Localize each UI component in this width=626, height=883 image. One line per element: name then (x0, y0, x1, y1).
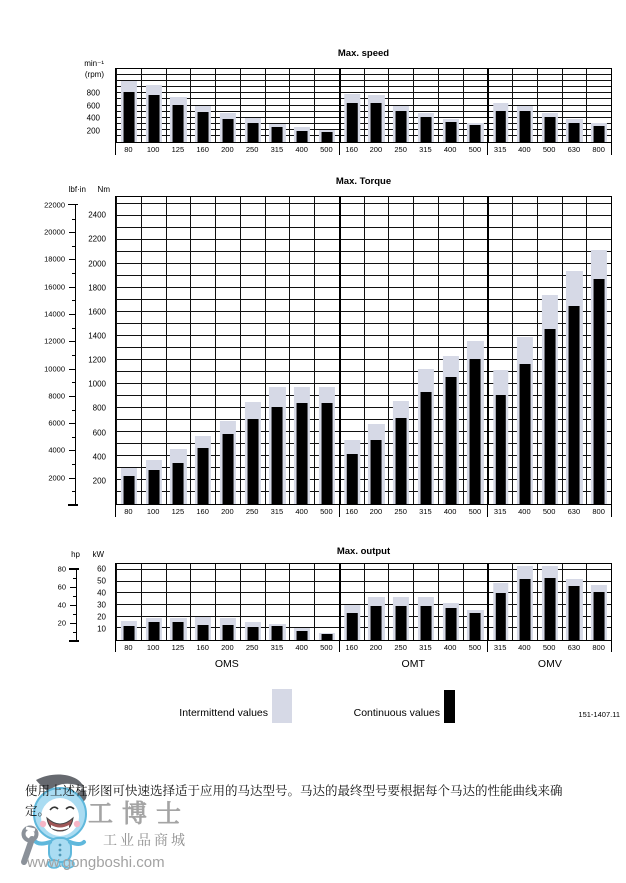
chart-title-output: Max. output (336, 546, 391, 557)
category-column-80 (116, 564, 141, 640)
group-label-OMT: OMT (401, 658, 425, 670)
torque-unit-nm: Nm (97, 185, 110, 194)
secondary-tick-label: 40 (57, 600, 66, 610)
y-tick-label: 20 (97, 612, 106, 622)
continuous-bar (445, 608, 456, 640)
secondary-tick-label: 2000 (48, 473, 65, 483)
x-tick-label: 500 (468, 643, 482, 652)
watermark-brand: 工博士 (88, 800, 191, 828)
y-tick-label: 2200 (88, 234, 106, 244)
x-tick-label: 250 (394, 643, 407, 652)
y-tick-label: 50 (97, 576, 106, 586)
x-tick-label: 315 (419, 643, 432, 652)
x-tick-label: 400 (295, 507, 308, 516)
x-tick-label: 100 (146, 507, 160, 516)
y-tick-label: 400 (92, 452, 106, 462)
x-tick-label: 200 (221, 145, 234, 154)
legend-intermittent-label: Intermittend values (179, 707, 268, 719)
x-tick-label: 200 (221, 507, 234, 516)
secondary-tick-label: 60 (57, 582, 66, 592)
x-tick-label: 630 (567, 145, 581, 154)
category-column-400 (512, 564, 537, 640)
x-tick-label: 250 (245, 145, 259, 154)
note-line-2: 定。 (25, 804, 51, 818)
watermark-url: www.gongboshi.com (27, 854, 165, 871)
category-column-100 (141, 564, 166, 640)
x-tick-label: 500 (320, 643, 333, 652)
x-tick-label: 500 (320, 507, 333, 516)
category-column-125 (166, 564, 191, 640)
continuous-bar (148, 622, 159, 640)
continuous-bar (544, 578, 555, 640)
category-column-200 (215, 564, 240, 640)
x-tick-label: 315 (270, 507, 284, 516)
x-tick-label: 100 (146, 145, 160, 154)
y-tick-label: 2400 (88, 210, 106, 220)
category-column-250 (240, 564, 265, 640)
group-label-OMS: OMS (214, 658, 239, 670)
secondary-tick-label: 20 (57, 618, 66, 628)
secondary-tick-label: 8000 (48, 391, 65, 401)
x-tick-label: 80 (124, 507, 133, 516)
y-tick-label: 1600 (88, 307, 106, 317)
x-tick-label: 250 (394, 145, 407, 154)
y-tick-label: 2000 (88, 259, 106, 269)
x-tick-label: 400 (518, 507, 531, 516)
category-column-800 (586, 564, 611, 640)
secondary-tick-label: 20000 (44, 227, 65, 237)
secondary-tick-label: 22000 (44, 200, 65, 210)
output-unit-kw: kW (92, 550, 104, 559)
x-tick-label: 400 (295, 643, 308, 652)
secondary-tick-label: 10000 (44, 364, 65, 374)
x-tick-label: 315 (270, 643, 284, 652)
intermittent-swatch (272, 689, 292, 723)
x-tick-label: 400 (443, 643, 457, 652)
y-tick-label: 1400 (88, 331, 106, 341)
x-tick-label: 500 (468, 507, 482, 516)
speed-unit-min: min⁻¹ (84, 59, 104, 68)
x-tick-label: 400 (295, 145, 308, 154)
x-tick-label: 500 (542, 507, 556, 516)
x-tick-label: 160 (339, 641, 364, 652)
speed-unit-rpm: (rpm) (84, 70, 104, 79)
continuous-bar (420, 606, 431, 640)
x-tick-label: 400 (518, 145, 531, 154)
watermark-tagline: 工业品商城 (103, 832, 188, 848)
secondary-tick-label: 6000 (48, 418, 65, 428)
continuous-bar (371, 606, 382, 640)
x-tick-label: 315 (487, 505, 512, 517)
x-tick-label: 800 (592, 145, 605, 154)
category-column-250 (388, 564, 413, 640)
secondary-tick-label: 16000 (44, 282, 65, 292)
x-tick-label: 100 (146, 643, 160, 652)
secondary-tick-label: 12000 (44, 336, 65, 346)
x-tick-label: 800 (592, 507, 605, 516)
y-tick-label: 40 (97, 588, 106, 598)
category-column-200 (364, 564, 389, 640)
x-tick-label: 315 (419, 145, 432, 154)
y-tick-label: 600 (92, 428, 106, 438)
continuous-bar (198, 625, 209, 640)
x-tick-label: 125 (171, 507, 185, 516)
y-tick-label: 600 (86, 101, 100, 110)
x-tick-label: 315 (270, 145, 284, 154)
x-tick-label: 250 (245, 643, 259, 652)
output-plot-area (115, 563, 612, 641)
x-tick-label: 400 (443, 507, 457, 516)
note-text (25, 781, 607, 821)
category-column-400 (438, 564, 463, 640)
continuous-bar (470, 613, 481, 640)
x-tick-label: 160 (196, 507, 209, 516)
y-tick-label: 10 (97, 624, 106, 634)
y-tick-label: 60 (97, 564, 106, 574)
y-tick-label: 1800 (88, 283, 106, 293)
x-tick-label: 315 (487, 641, 512, 652)
x-tick-label: 315 (419, 507, 432, 516)
continuous-swatch (444, 690, 455, 723)
x-tick-label: 400 (518, 643, 531, 652)
x-tick-label: 80 (124, 643, 133, 652)
category-column-315 (487, 564, 512, 640)
torque-unit-lbfin: lbf·in (68, 185, 86, 194)
chart-title-speed: Max. speed (337, 48, 390, 59)
continuous-bar (173, 622, 184, 640)
secondary-tick-label: 18000 (44, 254, 65, 264)
x-tick-label: 160 (196, 145, 209, 154)
continuous-bar (396, 606, 407, 640)
x-tick-label: 250 (394, 507, 407, 516)
x-tick-label: 200 (369, 643, 383, 652)
continuous-bar (297, 631, 308, 640)
reference-number: 151-1407.11 (578, 710, 620, 719)
continuous-bar (222, 625, 233, 640)
y-tick-label: 800 (92, 403, 106, 413)
x-tick-label: 160 (339, 143, 364, 155)
x-tick-label: 500 (542, 145, 556, 154)
y-tick-label: 1200 (88, 355, 106, 365)
continuous-bar (272, 626, 283, 640)
output-x-axis (115, 641, 612, 652)
x-tick-label: 800 (592, 643, 605, 652)
continuous-bar (594, 592, 605, 640)
x-tick-label: 125 (171, 145, 185, 154)
x-tick-label: 500 (468, 145, 482, 154)
continuous-bar (123, 626, 134, 640)
secondary-tick-label: 80 (57, 564, 66, 574)
y-tick-label: 200 (92, 476, 106, 486)
x-tick-label: 315 (487, 143, 512, 155)
x-tick-label: 500 (542, 643, 556, 652)
secondary-tick-label: 4000 (48, 445, 65, 455)
secondary-tick-label: 14000 (44, 309, 65, 319)
category-column-315 (265, 564, 290, 640)
chart-title-torque: Max. Torque (335, 176, 392, 187)
group-label-OMV: OMV (537, 658, 562, 670)
motor-series-group-labels (115, 658, 612, 672)
legend-continuous-label: Continuous values (353, 707, 440, 719)
y-tick-label: 200 (86, 126, 100, 135)
category-column-315 (413, 564, 438, 640)
x-tick-label: 125 (171, 643, 185, 652)
category-column-400 (289, 564, 314, 640)
category-column-500 (537, 564, 562, 640)
y-tick-label: 1000 (88, 379, 106, 389)
x-tick-label: 250 (245, 507, 259, 516)
x-tick-label: 500 (320, 145, 333, 154)
category-column-500 (463, 564, 488, 640)
x-tick-label: 630 (567, 507, 581, 516)
y-tick-label: 800 (86, 88, 100, 98)
continuous-bar (321, 634, 332, 640)
x-tick-label: 400 (443, 145, 457, 154)
category-column-500 (314, 564, 339, 640)
continuous-bar (247, 627, 258, 640)
y-tick-label: 30 (97, 600, 106, 610)
continuous-bar (569, 586, 580, 640)
x-tick-label: 80 (124, 145, 133, 154)
continuous-bar (347, 613, 357, 640)
continuous-bar (495, 593, 505, 640)
x-tick-label: 160 (196, 643, 209, 652)
x-tick-label: 160 (339, 505, 364, 517)
x-tick-label: 630 (567, 643, 581, 652)
category-column-160 (339, 564, 364, 640)
category-column-630 (562, 564, 587, 640)
continuous-bar (519, 579, 530, 640)
output-unit-hp: hp (71, 550, 80, 559)
x-tick-label: 200 (369, 145, 383, 154)
note-line-1: 使用上述柱形图可快速选择适于应用的马达型号。马达的最终型号要根据每个马达的性能曲线来确 (25, 784, 563, 798)
category-column-160 (190, 564, 215, 640)
y-tick-label: 400 (86, 113, 100, 123)
x-tick-label: 200 (221, 643, 234, 652)
x-tick-label: 200 (369, 507, 383, 516)
output-y-axis (57, 563, 110, 641)
